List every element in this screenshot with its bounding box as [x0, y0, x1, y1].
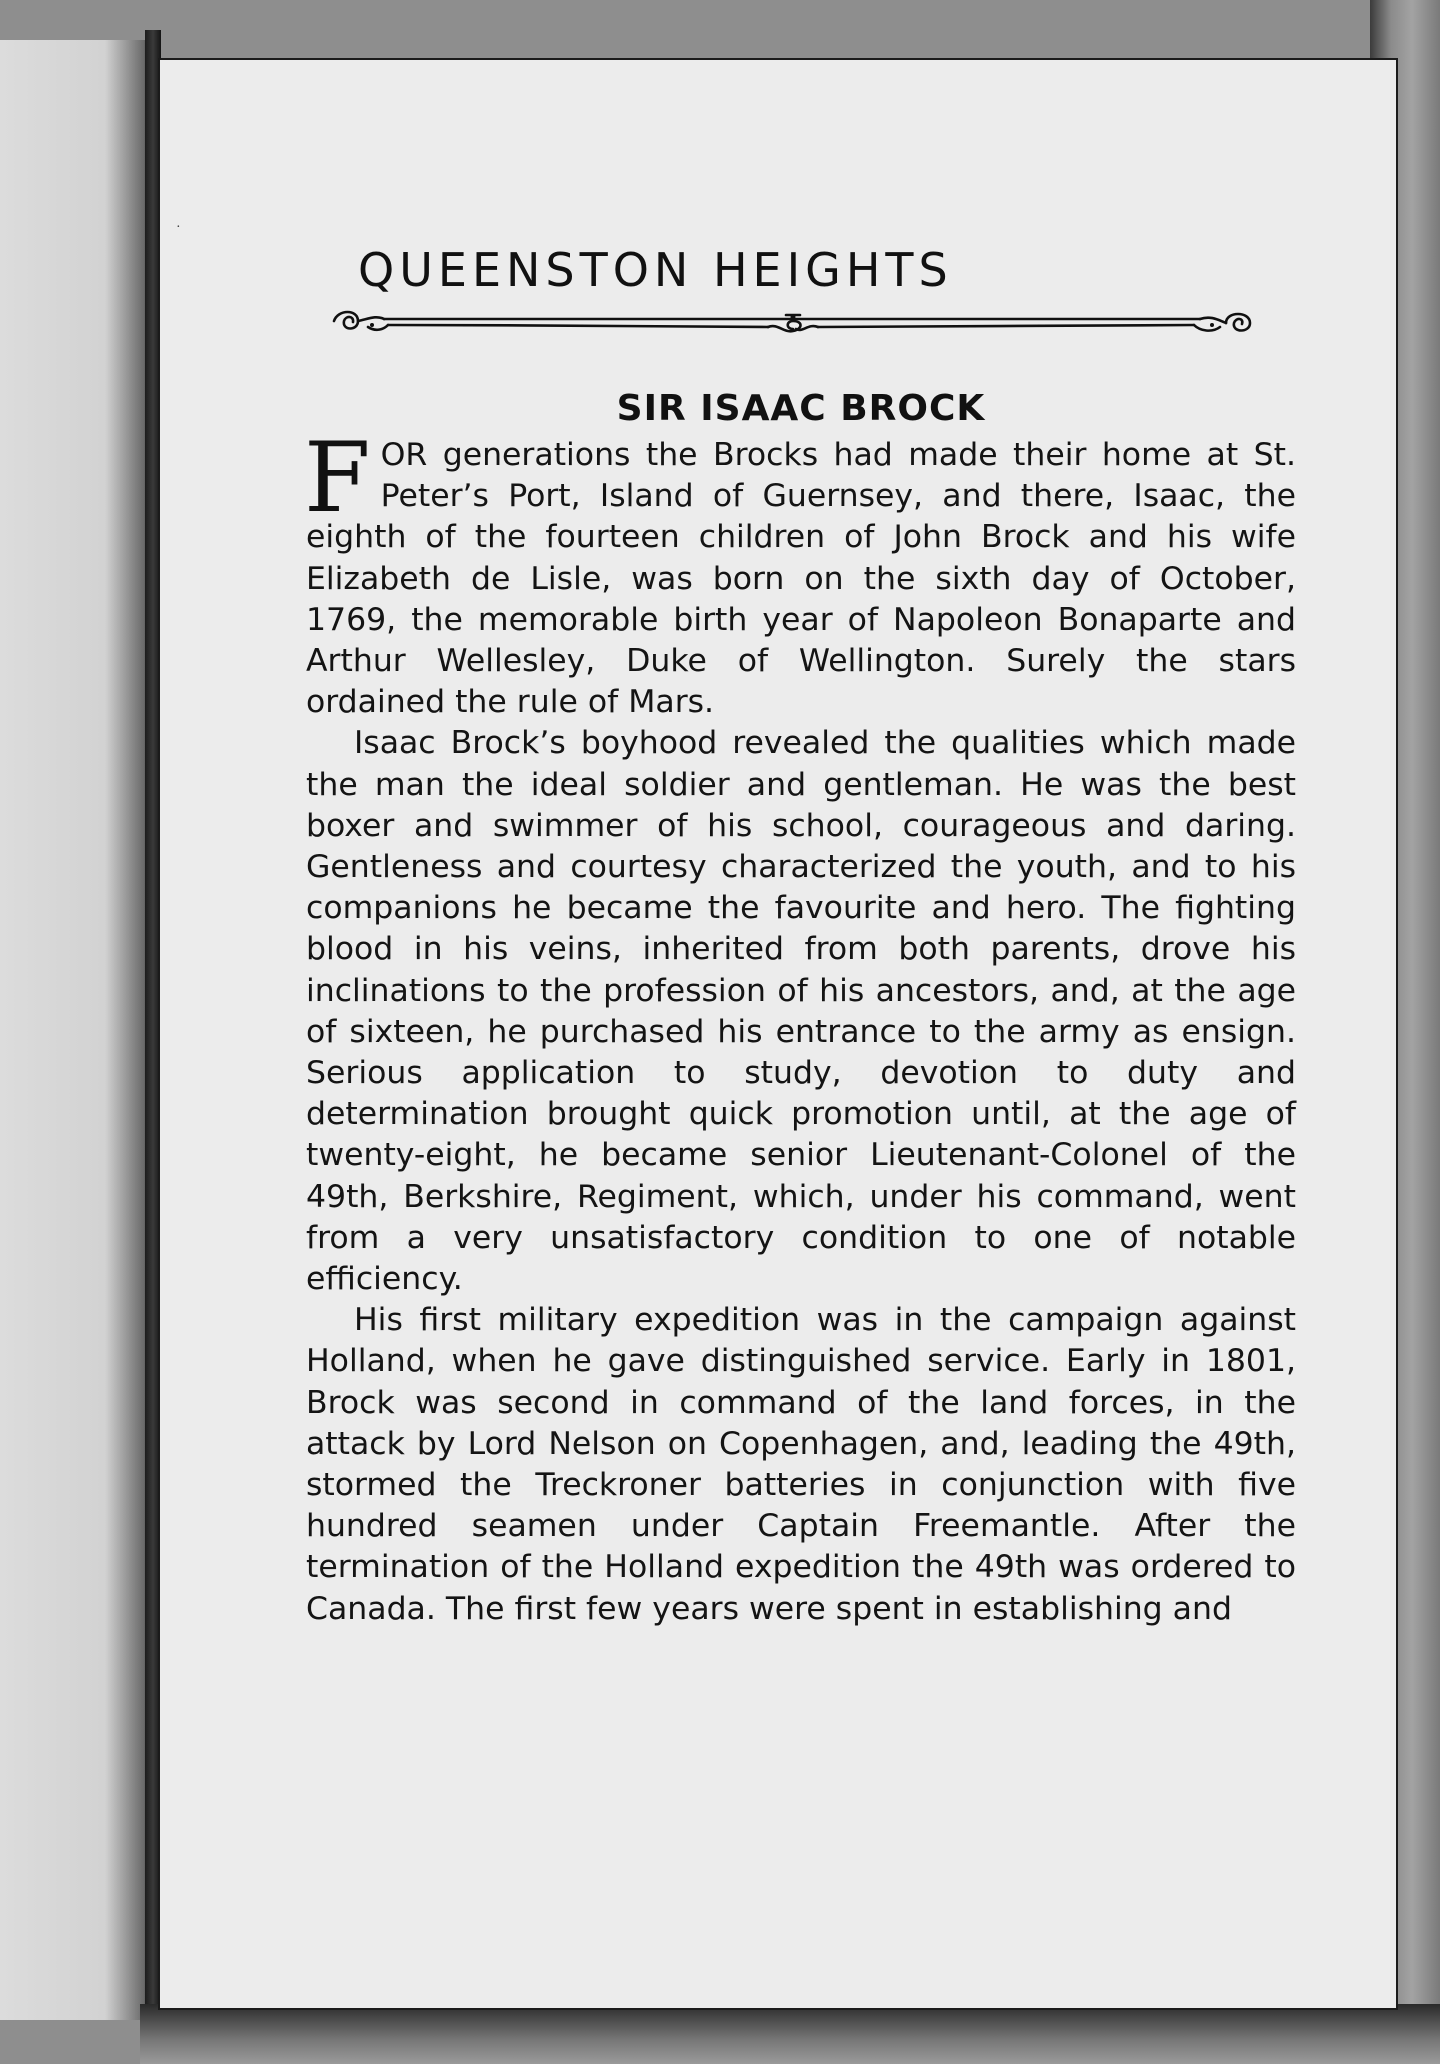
page: [158, 58, 1398, 2010]
left-facing-page-edge: [0, 40, 150, 2020]
paper-speck: ·: [176, 220, 181, 235]
scroll-ornament-icon: [328, 301, 1258, 341]
page-bottom-shadow: [140, 2004, 1440, 2064]
paragraph-1: [304, 422, 1296, 723]
paragraph-1-text: OR generations the Brocks had made their home at St. Peter’s Port, Island of Guernsey, and there, Isaac, the eighth of the fourteen children of John Brock and his wife Elizabeth de Lisle, was born on the sixth day of October, 1769, the memorable birth year of Napoleon Bonaparte and Arthur Wellesley, Duke of Wellington. Surely the stars ordained the rule of Mars.: [306, 437, 1296, 721]
paragraph-2: Isaac Brock’s boyhood revealed the qualities which made the man the ideal soldier and gentleman. He was the best boxer and swimmer of his school, courageous and daring. Gentleness and courtesy characterized the youth, and to his companions he became the favourite and hero. The fighting blood in his veins, inherited from both parents, drove his inclinations to the profession of his ancestors, and, at the age of sixteen, he purchased his entrance to the army as ensign. Serious application to study, devotion to duty and determination brought quick promotion until, at the age of twenty-eight, he became senior Lieutenant-Colonel of the 49th, Berkshire, Regiment, which, under his command, went from a very unsatisfactory condition to one of notable efficiency.: [306, 725, 1296, 1298]
article-body: [304, 422, 1296, 1630]
page-title: QUEENSTON HEIGHTS: [358, 243, 953, 297]
drop-cap: F: [304, 422, 371, 534]
running-header: [328, 243, 1258, 341]
paragraph-3: His first military expedition was in the campaign against Holland, when he gave distinguished service. Early in 1801, Brock was second in command of the land forces, in the attack by Lord Nelson on Copenhagen, and, leading the 49th, stormed the Treckroner batteries in conjunction with five hundred seamen under Captain Freemantle. After the termination of the Holland expedition the 49th was ordered to Canada. The first few years were spent in establishing and: [306, 1302, 1296, 1627]
article-heading: SIR ISAAC BROCK: [616, 388, 986, 429]
article: [306, 388, 1296, 1630]
